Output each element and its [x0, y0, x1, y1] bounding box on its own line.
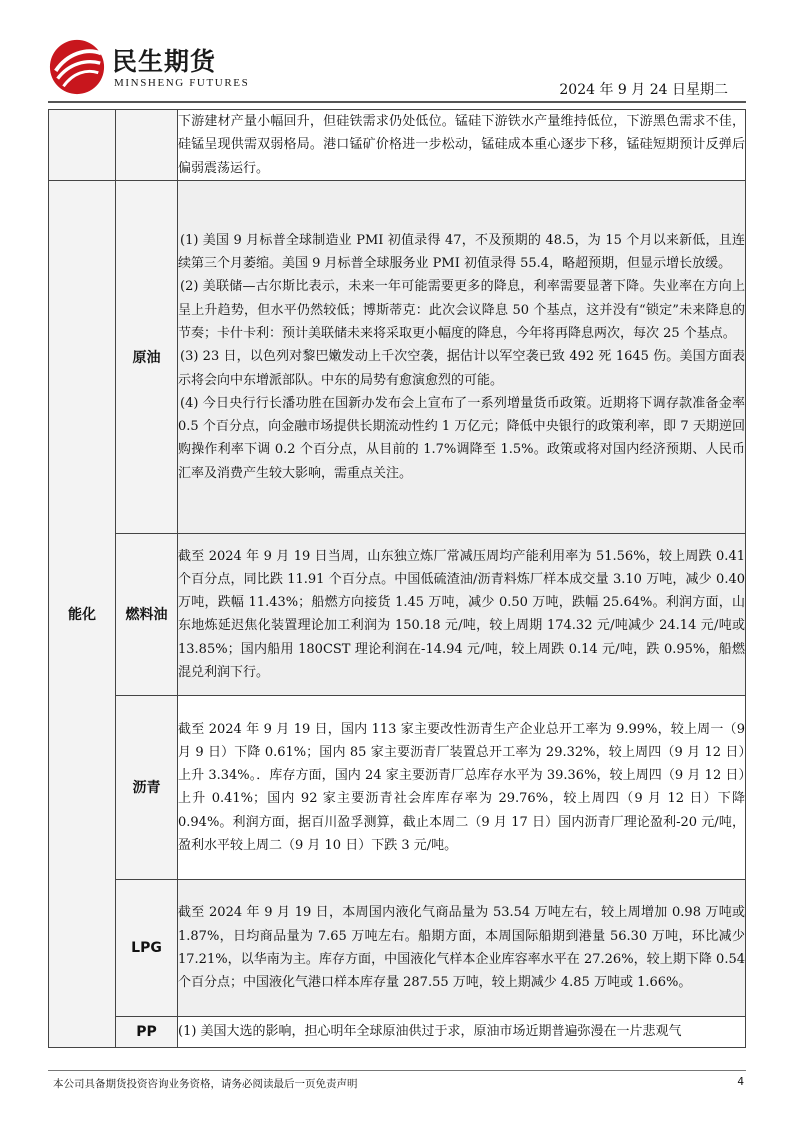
commodity-cell-prev [116, 110, 178, 181]
header-divider [48, 101, 746, 103]
page-number: 4 [737, 1076, 744, 1088]
table-row-crude-oil [49, 180, 746, 533]
commodity-label-asphalt: 沥青 [116, 695, 178, 879]
crude-paragraph-3: (3) 23 日，以色列对黎巴嫩发动上千次空袭，据估计以军空袭已致 492 死 1645 伤。美国方面表示将会向中东增派部队。中东的局势有愈演愈烈的可能。 [178, 349, 745, 388]
table-row-asphalt [49, 695, 746, 879]
footer-divider [48, 1070, 746, 1071]
commodity-label-lpg: LPG [116, 879, 178, 1016]
commodity-label-fuel-oil: 燃料油 [116, 533, 178, 695]
sector-cell-prev [49, 110, 116, 181]
commentary-cell-crude-oil [178, 180, 746, 533]
table-row-pp [49, 1016, 746, 1047]
commentary-cell-lpg [178, 879, 746, 1016]
brand-name-en: MINSHENG FUTURES [114, 77, 250, 89]
fuel-oil-text: 截至 2024 年 9 月 19 日当周，山东独立炼厂常减压周均产能利用率为 51.56%，较上周跌 0.41 个百分点，同比跌 11.91 个百分点。中国低硫渣油/沥青料炼厂样本成交量 3.10 万吨，减少 0.40 万吨，跌幅 11.43%；船燃方向接货 1.45 万吨，减少 0.50 万吨，跌幅 25.64%。利润方面，山东地炼延迟焦化装置理论加工利润为 150.18 元/吨，较上周期 174.32 元/吨减少 24.14 元/吨或 13.85%；国内船用 180CST 理论利润在-14.94 元/吨，较上周跌 0.14 元/吨，跌 0.95%，船燃混兑利润下行。 [178, 548, 745, 680]
table-row-fuel-oil [49, 533, 746, 695]
commentary-cell-silicon-manganese [178, 110, 746, 181]
commodity-label-pp: PP [116, 1016, 178, 1047]
crude-paragraph-4: (4) 今日央行行长潘功胜在国新办发布会上宣布了一系列增量货币政策。近期将下调存款准备金率 0.5 个百分点，向金融市场提供长期流动性约 1 万亿元；降低中央银行的政策利率，即 7 天期逆回购操作利率下调 0.2 个百分点，从目前的 1.7%调降至 1.5%。政策或将对国内经济预期、人民币汇率及消费产生较大影响，需重点关注。 [178, 395, 745, 481]
table-row-lpg [49, 879, 746, 1016]
crude-paragraph-2: (2) 美联储—古尔斯比表示，未来一年可能需要更多的降息，利率需要显著下降。失业率在方向上呈上升趋势，但水平仍然较低；博斯蒂克：此次会议降息 50 个基点，这并没有“锁定”未来降息的节奏；卡什卡利：预计美联储未来将采取更小幅度的降息，今年将再降息两次，每次 25 个基点。 [178, 279, 745, 341]
sector-cell-energy-chemical: 能化 [49, 180, 116, 1047]
lpg-text: 截至 2024 年 9 月 19 日，本周国内液化气商品量为 53.54 万吨左右，较上周增加 0.98 万吨或 1.87%，日均商品量为 7.65 万吨左右。船期方面，本周国际船期到港量 56.30 万吨，环比减少 17.21%，以华南为主。库存方面，中国液化气样本企业库容率水平在 27.26%，较上期下降 0.54 个百分点；中国液化气港口样本库存量 287.55 万吨，较上期减少 4.85 万吨或 1.66%。 [178, 905, 745, 991]
commentary-cell-fuel-oil [178, 533, 746, 695]
minsheng-logo-icon [48, 38, 106, 96]
commentary-cell-pp [178, 1016, 746, 1047]
report-date: 2024 年 9 月 24 日星期二 [559, 82, 728, 98]
commentary-cell-asphalt [178, 695, 746, 879]
market-commentary-table [48, 109, 746, 1048]
brand-name-cn: 民生期货 [112, 47, 217, 76]
table-row [49, 110, 746, 181]
commentary-text: 下游建材产量小幅回升，但硅铁需求仍处低位。锰硅下游铁水产量维持低位，下游黑色需求不佳，硅锰呈现供需双弱格局。港口锰矿价格进一步松动，锰硅成本重心逐步下移，锰硅短期预计反弹后偏弱震荡运行。 [178, 114, 745, 176]
footer-disclaimer: 本公司具备期货投资咨询业务资格，请务必阅读最后一页免责声明 [53, 1078, 358, 1090]
asphalt-text: 截至 2024 年 9 月 19 日，国内 113 家主要改性沥青生产企业总开工率为 9.99%，较上周一（9 月 9 日）下降 0.61%；国内 85 家主要沥青厂装置总开工率为 29.32%，较上周四（9 月 12 日）上升 3.34%。．库存方面，国内 24 家主要沥青厂总库存水平为 39.36%，较上周四（9 月 12 日）上升 0.41%；国内 92 家主要沥青社会库库存率为 29.76%，较上周四（9 月 12 日）下降 0.94%。利润方面，据百川盈孚测算，截止本周二（9 月 17 日）国内沥青厂理论盈利-20 元/吨，盈利水平较上周二（9 月 10 日）下跌 3 元/吨。 [178, 721, 745, 853]
pp-text: (1) 美国大选的影响，担心明年全球原油供过于求，原油市场近期普遍弥漫在一片悲观气 [178, 1024, 682, 1040]
crude-paragraph-1: (1) 美国 9 月标普全球制造业 PMI 初值录得 47，不及预期的 48.5，为 15 个月以来新低，且连续第三个月萎缩。美国 9 月标普全球服务业 PMI 初值录得 55.4，略超预期，但显示增长放缓。 [178, 232, 745, 272]
commodity-label-crude-oil: 原油 [116, 180, 178, 533]
